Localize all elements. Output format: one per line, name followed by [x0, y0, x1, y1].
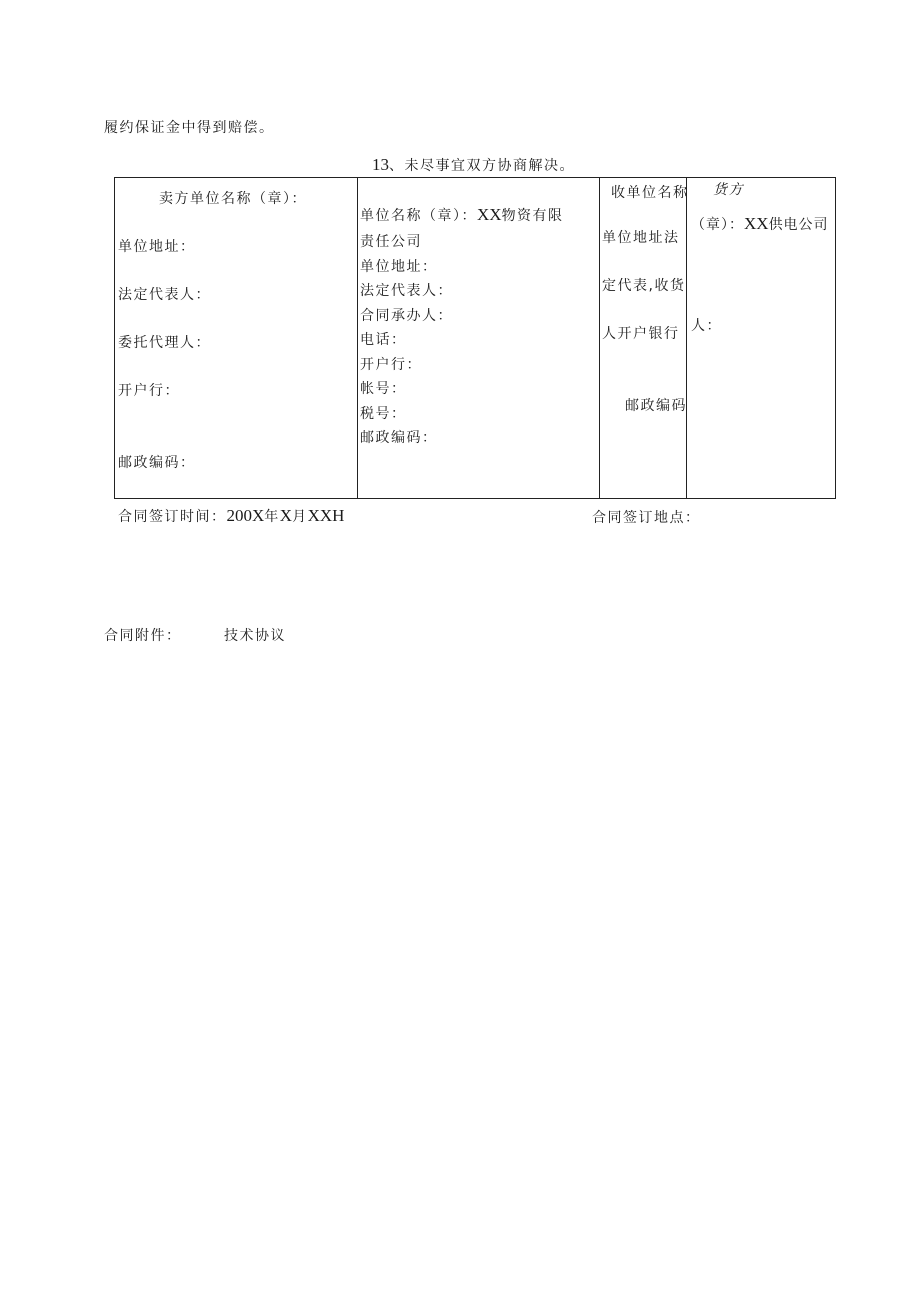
buyer-address-label: 单位地址：: [360, 259, 438, 275]
column-divider: [357, 178, 358, 498]
contract-parties-table: [114, 177, 836, 499]
receiver-line-5: 邮政编码: [625, 398, 687, 414]
buyer-postal-label: 邮政编码：: [360, 430, 438, 446]
column-divider: [599, 178, 600, 498]
signing-place-label: 合同签订地点：: [592, 510, 701, 526]
supplier-code: XX: [744, 214, 769, 233]
seller-agent-label: 委托代理人：: [118, 335, 211, 351]
supplier-line-2: [691, 214, 829, 234]
buyer-tax-label: 税号：: [360, 406, 407, 422]
clause-number: 13: [372, 155, 389, 174]
seller-name-label: 卖方单位名称（章）：: [159, 191, 307, 207]
attachment-value: 技术协议: [224, 628, 286, 644]
attachment-label: 合同附件：: [104, 628, 182, 644]
buyer-legal-rep-label: 法定代表人：: [360, 283, 453, 299]
receiver-line-2: 单位地址法: [602, 230, 680, 246]
clause-13: [372, 155, 575, 175]
buyer-name-value: 物资有限: [501, 208, 564, 224]
column-divider: [686, 178, 687, 498]
buyer-name-code: XX: [477, 205, 502, 224]
receiver-line-3: 定代表,收货: [602, 278, 686, 294]
intro-line: 履约保证金中得到赔偿。: [104, 120, 275, 136]
signing-day: XXH: [307, 506, 345, 525]
buyer-name-line: [360, 205, 564, 225]
supplier-line-3: 人：: [691, 318, 722, 334]
signing-time-label: 合同签订时间：: [118, 509, 227, 525]
receiver-line-4: 人开户银行: [602, 326, 680, 342]
signing-month: X: [279, 506, 293, 525]
seller-address-label: 单位地址：: [118, 239, 196, 255]
buyer-name-label: 单位名称（章）：: [360, 208, 477, 224]
supplier-line-1: 货方: [713, 182, 744, 198]
signing-month-unit: 月: [292, 509, 308, 525]
buyer-bank-label: 开户行：: [360, 357, 422, 373]
buyer-handler-label: 合同承办人：: [360, 308, 453, 324]
buyer-account-label: 帐号：: [360, 381, 407, 397]
supplier-name: 供电公司: [768, 217, 829, 233]
signing-time: [118, 506, 344, 526]
seller-bank-label: 开户行：: [118, 383, 180, 399]
buyer-phone-label: 电话：: [360, 332, 407, 348]
clause-text: 、未尽事宜双方协商解决。: [389, 158, 575, 174]
seller-legal-rep-label: 法定代表人：: [118, 287, 211, 303]
receiver-line-1: 收单位名称: [611, 185, 689, 201]
seller-postal-label: 邮政编码：: [118, 455, 196, 471]
signing-year: 200X: [226, 506, 265, 525]
signing-year-unit: 年: [264, 509, 280, 525]
buyer-name-value-cont: 责任公司: [360, 234, 422, 250]
supplier-seal-label: （章）：: [691, 217, 744, 233]
